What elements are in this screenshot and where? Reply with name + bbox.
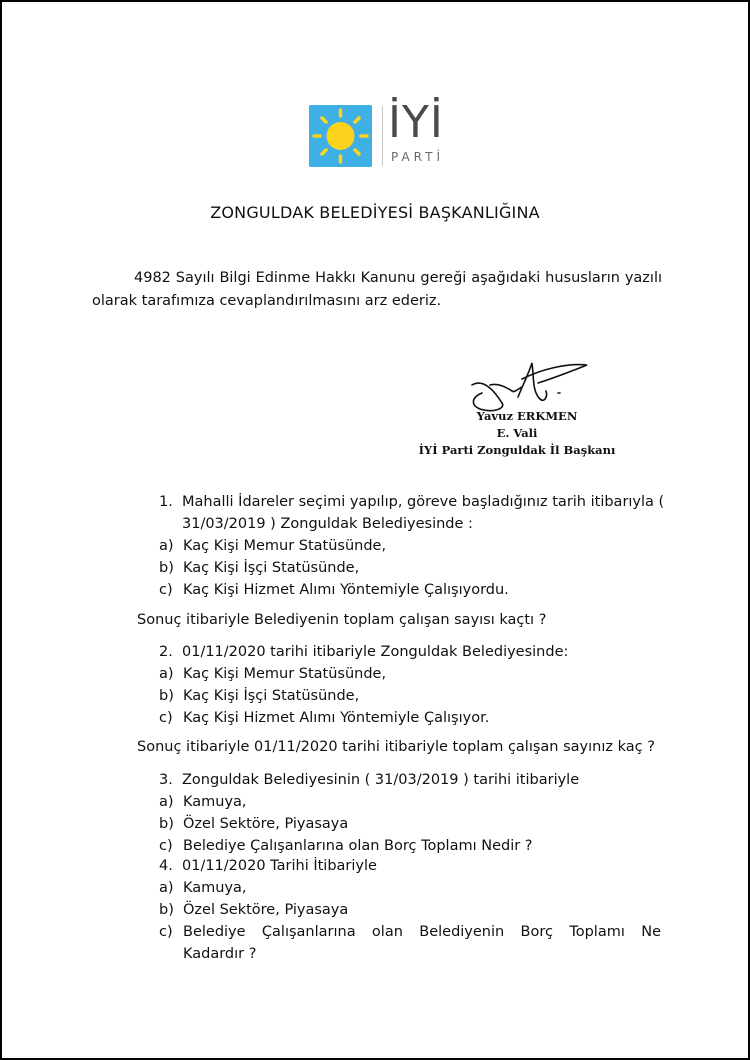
logo-subtext: PARTİ (391, 150, 445, 164)
question-line: 01/11/2020 tarihi itibariyle Zonguldak Belediyesinde: (182, 644, 569, 660)
party-logo (283, 90, 469, 178)
signature-block (402, 408, 632, 459)
list-item: b) Özel Sektöre, Piyasaya (159, 902, 349, 918)
list-item: c) Belediye Çalışanlarına olan Borç Toplamı Nedir ? (159, 838, 533, 854)
signer-role: İYİ Parti Zonguldak İl Başkanı (418, 443, 616, 457)
list-item: a) Kamuya, (159, 880, 247, 896)
list-item: c) Kaç Kişi Hizmet Alımı Yöntemiyle Çalışıyordu. (159, 582, 509, 598)
question-line: Zonguldak Belediyesinin ( 31/03/2019 ) tarihi itibariyle (182, 772, 580, 788)
document-heading: ZONGULDAK BELEDİYESİ BAŞKANLIĞINA (210, 203, 540, 222)
question-line: 01/11/2020 Tarihi İtibariyle (182, 858, 377, 874)
list-item: b) Kaç Kişi İşçi Statüsünde, (159, 560, 360, 576)
question-number: 3. (159, 772, 173, 788)
logo-divider (382, 106, 383, 166)
question-summary: Sonuç itibariyle Belediyenin toplam çalışan sayısı kaçtı ? (137, 612, 547, 628)
list-item: a) Kamuya, (159, 794, 247, 810)
list-item-continuation: Kadardır ? (183, 946, 257, 962)
list-item: b) Kaç Kişi İşçi Statüsünde, (159, 688, 360, 704)
question-number: 1. (159, 494, 173, 510)
list-item: c) Kaç Kişi Hizmet Alımı Yöntemiyle Çalışıyor. (159, 710, 490, 726)
list-item: a) Kaç Kişi Memur Statüsünde, (159, 538, 387, 554)
intro-paragraph (92, 267, 662, 313)
question-line: Mahalli İdareler seçimi yapılıp, göreve başladığınız tarih itibarıyla ( (182, 494, 665, 510)
list-item: a) Kaç Kişi Memur Statüsünde, (159, 666, 387, 682)
question-summary: Sonuç itibariyle 01/11/2020 tarihi itibariyle toplam çalışan sayınız kaç ? (137, 739, 655, 755)
logo-wordmark: İYİ (388, 97, 444, 148)
signer-name: Yavuz ERKMEN (476, 409, 578, 423)
list-item: b) Özel Sektöre, Piyasaya (159, 816, 349, 832)
signer-title: E. Vali (496, 426, 538, 440)
intro-text: 4982 Sayılı Bilgi Edinme Hakkı Kanunu gereği aşağıdaki hususların yazılı olarak tarafımıza cevaplandırılmasını arz ederiz. (92, 270, 662, 309)
sun-logo-icon (309, 105, 372, 167)
question-number: 2. (159, 644, 173, 660)
question-line: 31/03/2019 ) Zonguldak Belediyesinde : (182, 516, 473, 532)
list-item: c) Belediye Çalışanlarına olan Belediyenin Borç Toplamı Ne (159, 924, 661, 940)
question-number: 4. (159, 858, 173, 874)
